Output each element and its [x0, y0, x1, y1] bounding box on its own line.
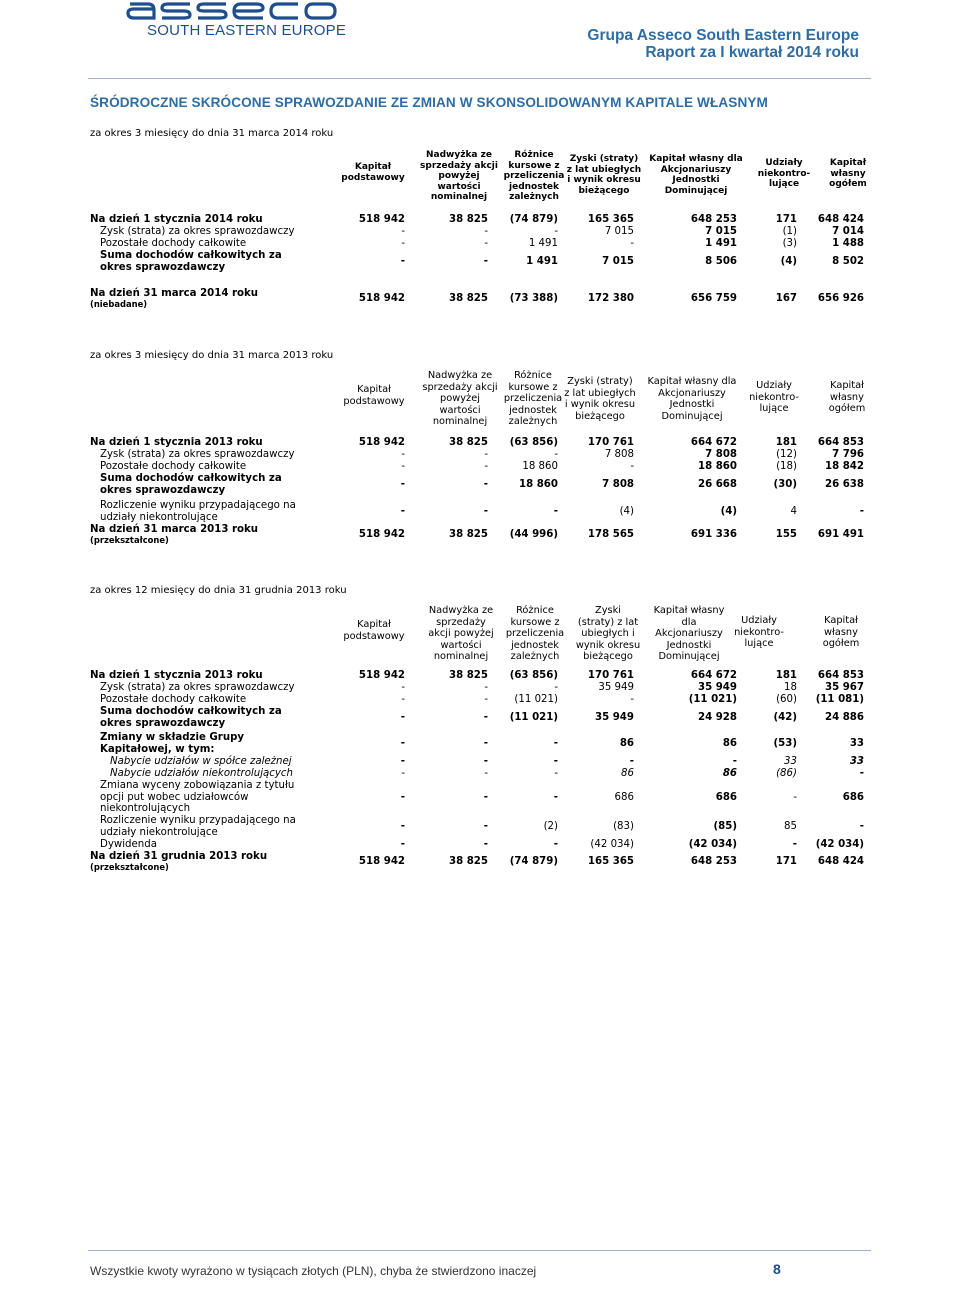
cell: 7 014: [832, 226, 864, 237]
cell: -: [554, 768, 558, 779]
cell: -: [483, 839, 488, 850]
cell: -: [484, 461, 488, 472]
cell: (42): [773, 712, 797, 723]
row-label: Pozostałe dochody całkowite: [100, 694, 247, 705]
column-header: Zyski (straty) z lat ubiegłych i wynik okresu bieżącego: [566, 154, 642, 196]
column-header: Udziały niekontro- lujące: [749, 380, 799, 414]
column-header: Udziały niekontro- lujące: [734, 615, 784, 649]
cell: -: [483, 738, 488, 749]
cell: -: [859, 768, 864, 779]
cell: 35 949: [595, 712, 634, 723]
report-header: [587, 27, 859, 61]
row-label-text: Na dzień 31 grudnia 2013 roku: [90, 851, 268, 862]
cell: 18: [784, 682, 797, 693]
header-divider: [88, 78, 871, 79]
cell: 35 949: [598, 682, 634, 693]
column-header: Zyski (straty) z lat ubiegłych i wynik okresu bieżącego: [575, 605, 641, 662]
row-label: Zysk (strata) za okres sprawozdawczy: [100, 449, 295, 460]
cell: 7 808: [604, 449, 634, 460]
cell: -: [401, 226, 405, 237]
cell: 24 928: [698, 712, 737, 723]
cell: -: [483, 756, 488, 767]
cell: 656 926: [817, 293, 864, 304]
cell: (53): [773, 738, 797, 749]
table2-period: za okres 3 miesięcy do dnia 31 marca 2013 roku: [90, 350, 334, 361]
cell: (4): [619, 506, 634, 517]
cell: 178 565: [587, 529, 634, 540]
row-label-text: Na dzień 31 marca 2014 roku: [90, 288, 259, 299]
cell: (42 034): [590, 839, 634, 850]
cell: 38 825: [449, 293, 488, 304]
column-header: Kapitał własny ogółem: [828, 380, 866, 414]
cell: -: [484, 238, 488, 249]
cell: 664 853: [817, 437, 864, 448]
column-header: Nadwyżka ze sprzedaży akcji powyżej wartości nominalnej: [420, 150, 498, 202]
cell: 7 808: [705, 449, 737, 460]
cell: 172 380: [587, 293, 634, 304]
cell: (42 034): [815, 839, 864, 850]
cell: 664 672: [690, 437, 737, 448]
column-header: Zyski (straty) z lat ubiegłych i wynik okresu bieżącego: [564, 376, 636, 422]
column-header: Różnice kursowe z przeliczenia jednostek zależnych: [503, 150, 565, 202]
cell: 7 015: [604, 226, 634, 237]
cell: 7 015: [705, 226, 737, 237]
cell: -: [483, 821, 488, 832]
cell: (11 021): [509, 712, 558, 723]
cell: -: [732, 756, 737, 767]
row-sublabel: (przekształcone): [90, 534, 169, 545]
cell: 38 825: [449, 214, 488, 225]
table3-period: za okres 12 miesięcy do dnia 31 grudnia 2013 roku: [90, 585, 347, 596]
cell: 38 825: [449, 856, 488, 867]
cell: (11 081): [815, 694, 864, 705]
page-number: 8: [773, 1261, 781, 1277]
cell: -: [483, 792, 488, 803]
cell: (63 856): [509, 437, 558, 448]
cell: 18 860: [698, 461, 737, 472]
footer-divider: [88, 1250, 871, 1251]
cell: (60): [776, 694, 797, 705]
cell: 648 253: [690, 856, 737, 867]
cell: -: [401, 238, 405, 249]
cell: (73 388): [509, 293, 558, 304]
cell: 691 491: [817, 529, 864, 540]
cell: (63 856): [509, 670, 558, 681]
cell: (42 034): [688, 839, 737, 850]
cell: -: [400, 738, 405, 749]
row-label: Rozliczenie wyniku przypadającego na udziały niekontrolujące: [100, 815, 296, 838]
cell: (44 996): [509, 529, 558, 540]
cell: -: [553, 738, 558, 749]
cell: -: [400, 821, 405, 832]
cell: 686: [842, 792, 864, 803]
cell: -: [553, 506, 558, 517]
cell: (1): [782, 226, 797, 237]
column-header: Różnice kursowe z przeliczenia jednostek zależnych: [505, 605, 565, 662]
cell: 38 825: [449, 529, 488, 540]
cell: 18 842: [825, 461, 864, 472]
row-label: Zmiana wyceny zobowiązania z tytułu opcji put wobec udziałowców niekontrolujących: [100, 780, 295, 814]
cell: -: [400, 839, 405, 850]
cell: -: [483, 506, 488, 517]
row-sublabel: (niebadane): [90, 298, 148, 309]
cell: -: [483, 712, 488, 723]
cell: 518 942: [358, 529, 405, 540]
cell: 1 491: [705, 238, 737, 249]
cell: 171: [775, 214, 797, 225]
row-label: [90, 851, 267, 872]
cell: 165 365: [587, 214, 634, 225]
cell: (30): [773, 479, 797, 490]
cell: 170 761: [587, 670, 634, 681]
cell: -: [630, 694, 634, 705]
cell: 1 491: [526, 256, 558, 267]
row-label: [90, 524, 258, 545]
cell: (4): [780, 256, 797, 267]
cell: 664 672: [690, 670, 737, 681]
cell: (2): [543, 821, 558, 832]
cell: -: [484, 694, 488, 705]
cell: 26 638: [825, 479, 864, 490]
row-label: [90, 288, 258, 309]
cell: (3): [782, 238, 797, 249]
cell: 1 491: [528, 238, 558, 249]
row-label: Na dzień 1 stycznia 2013 roku: [90, 437, 263, 448]
cell: 181: [775, 437, 797, 448]
row-label: Suma dochodów całkowitych za okres sprawozdawczy: [100, 250, 282, 273]
row-sublabel: (przekształcone): [90, 861, 169, 872]
column-header: Kapitał podstawowy: [341, 162, 405, 183]
cell: 33: [849, 756, 864, 767]
cell: (85): [713, 821, 737, 832]
cell: -: [553, 756, 558, 767]
cell: -: [630, 461, 634, 472]
footer-note: Wszystkie kwoty wyrażono w tysiącach złotych (PLN), chyba że stwierdzono inaczej: [90, 1264, 537, 1278]
cell: 518 942: [358, 670, 405, 681]
cell: -: [630, 238, 634, 249]
cell: 38 825: [449, 670, 488, 681]
cell: -: [400, 506, 405, 517]
cell: -: [400, 756, 405, 767]
row-label: Rozliczenie wyniku przypadającego na udziały niekontrolujące: [100, 500, 296, 523]
cell: -: [859, 506, 864, 517]
cell: 518 942: [358, 293, 405, 304]
cell: (86): [776, 768, 797, 779]
cell: 85: [784, 821, 797, 832]
cell: 648 424: [817, 856, 864, 867]
cell: -: [401, 694, 405, 705]
column-header: Kapitał własny ogółem: [829, 158, 867, 189]
cell: 1 488: [832, 238, 864, 249]
cell: -: [859, 821, 864, 832]
column-header: Kapitał własny dla Akcjonariuszy Jednostki Dominującej: [653, 605, 725, 662]
cell: -: [400, 256, 405, 267]
cell: 8 502: [832, 256, 864, 267]
cell: 181: [775, 670, 797, 681]
cell: 518 942: [358, 856, 405, 867]
cell: -: [554, 226, 558, 237]
column-header: Kapitał własny dla Akcjonariuszy Jednostki Dominującej: [647, 376, 737, 422]
row-label: Zysk (strata) za okres sprawozdawczy: [100, 226, 295, 237]
cell: (4): [720, 506, 737, 517]
cell: -: [629, 756, 634, 767]
row-label: Suma dochodów całkowitych za okres sprawozdawczy: [100, 473, 282, 496]
cell: 7 015: [602, 256, 634, 267]
cell: 8 506: [705, 256, 737, 267]
cell: -: [400, 792, 405, 803]
column-header: Udziały niekontro- lujące: [757, 158, 811, 189]
row-label: Zmiany w składzie Grupy Kapitałowej, w tym:: [100, 732, 245, 755]
cell: 155: [775, 529, 797, 540]
cell: (12): [776, 449, 797, 460]
cell: -: [554, 682, 558, 693]
row-label: Nabycie udziałów w spółce zależnej: [110, 756, 292, 767]
cell: 24 886: [825, 712, 864, 723]
cell: 518 942: [358, 214, 405, 225]
cell: 86: [722, 738, 737, 749]
cell: -: [554, 449, 558, 460]
cell: 518 942: [358, 437, 405, 448]
cell: -: [792, 839, 797, 850]
logo-subtitle: SOUTH EASTERN EUROPE: [147, 22, 347, 39]
cell: (74 879): [509, 214, 558, 225]
row-label: Na dzień 1 stycznia 2013 roku: [90, 670, 263, 681]
page-header: [0, 0, 960, 72]
cell: -: [484, 449, 488, 460]
cell: 170 761: [587, 437, 634, 448]
cell: 35 967: [825, 682, 864, 693]
document-title: ŚRÓDROCZNE SKRÓCONE SPRAWOZDANIE ZE ZMIAN W SKONSOLIDOWANYM KAPITALE WŁASNYM: [90, 95, 768, 110]
cell: 26 668: [698, 479, 737, 490]
cell: 648 424: [817, 214, 864, 225]
cell: 4: [790, 506, 797, 517]
row-label: Pozostałe dochody całkowite: [100, 461, 247, 472]
cell: 171: [775, 856, 797, 867]
cell: -: [483, 256, 488, 267]
cell: -: [401, 449, 405, 460]
cell: -: [401, 768, 405, 779]
row-label: Na dzień 1 stycznia 2014 roku: [90, 214, 263, 225]
cell: -: [553, 792, 558, 803]
cell: 18 860: [522, 461, 558, 472]
column-header: Kapitał podstawowy: [343, 384, 405, 407]
cell: 86: [722, 768, 737, 779]
cell: -: [400, 712, 405, 723]
cell: -: [400, 479, 405, 490]
cell: 86: [619, 738, 634, 749]
cell: 7 796: [832, 449, 864, 460]
cell: -: [553, 839, 558, 850]
row-label-text: Na dzień 31 marca 2013 roku: [90, 524, 259, 535]
cell: 33: [784, 756, 797, 767]
cell: (11 021): [514, 694, 558, 705]
column-header: Kapitał własny dla Akcjonariuszy Jednostki Dominującej: [649, 154, 743, 196]
cell: 686: [715, 792, 737, 803]
cell: 35 949: [698, 682, 737, 693]
row-label: Nabycie udziałów niekontrolujących: [110, 768, 293, 779]
cell: -: [483, 479, 488, 490]
column-header: Nadwyżka ze sprzedaży akcji powyżej wartości nominalnej: [428, 605, 494, 662]
cell: -: [401, 682, 405, 693]
cell: 33: [849, 738, 864, 749]
column-header: Kapitał podstawowy: [343, 619, 405, 642]
row-label: Pozostałe dochody całkowite: [100, 238, 247, 249]
cell: 691 336: [690, 529, 737, 540]
cell: -: [401, 461, 405, 472]
row-label: Dywidenda: [100, 839, 157, 850]
cell: (11 021): [688, 694, 737, 705]
cell: 686: [614, 792, 634, 803]
cell: -: [793, 792, 797, 803]
company-name: Grupa Asseco South Eastern Europe: [587, 27, 859, 44]
column-header: Nadwyżka ze sprzedaży akcji powyżej wartości nominalnej: [422, 370, 498, 427]
cell: (74 879): [509, 856, 558, 867]
column-header: Różnice kursowe z przeliczenia jednostek zależnych: [503, 370, 563, 427]
table1-period: za okres 3 miesięcy do dnia 31 marca 2014 roku: [90, 128, 334, 139]
cell: (18): [776, 461, 797, 472]
cell: 18 860: [519, 479, 558, 490]
cell: 86: [621, 768, 634, 779]
cell: 7 808: [602, 479, 634, 490]
row-label: Zysk (strata) za okres sprawozdawczy: [100, 682, 295, 693]
cell: (83): [613, 821, 634, 832]
cell: 648 253: [690, 214, 737, 225]
cell: 167: [775, 293, 797, 304]
cell: 165 365: [587, 856, 634, 867]
column-header: Kapitał własny ogółem: [822, 615, 860, 649]
report-name: Raport za I kwartał 2014 roku: [645, 44, 859, 61]
cell: -: [484, 226, 488, 237]
cell: -: [484, 682, 488, 693]
cell: 38 825: [449, 437, 488, 448]
row-label: Suma dochodów całkowitych za okres sprawozdawczy: [100, 706, 282, 729]
cell: 656 759: [690, 293, 737, 304]
cell: 664 853: [817, 670, 864, 681]
cell: -: [484, 768, 488, 779]
